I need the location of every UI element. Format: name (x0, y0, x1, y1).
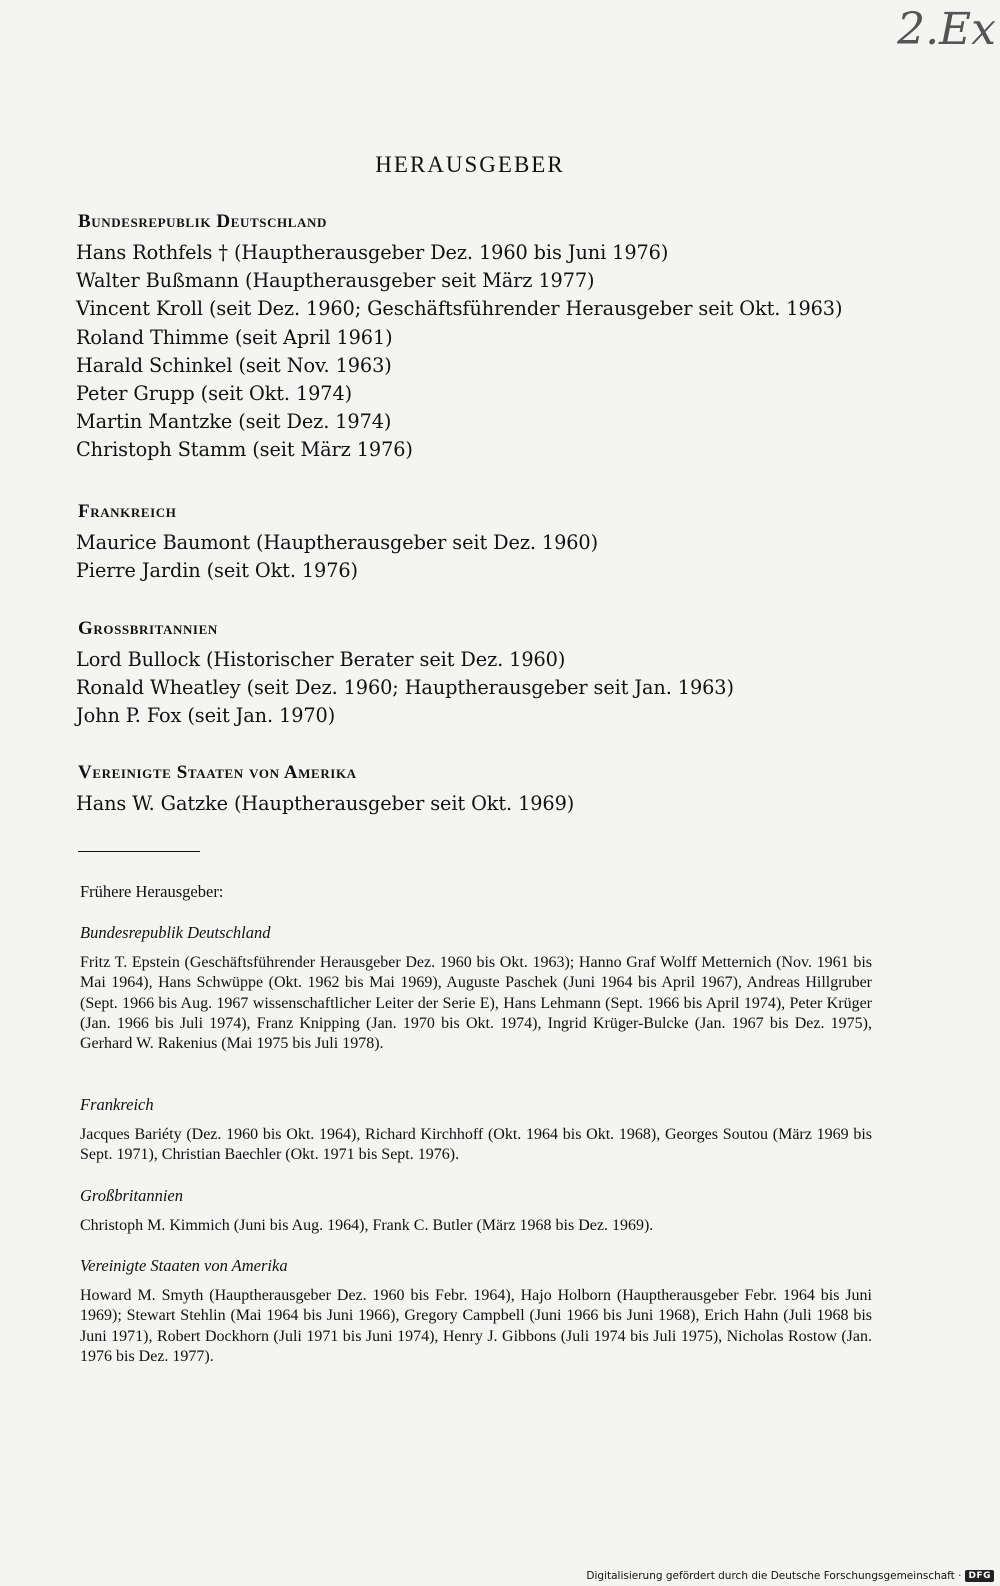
former-group-bundesrepublik (80, 923, 872, 1054)
editor-entry: John P. Fox (seit Jan. 1970) (76, 704, 336, 728)
section-usa (76, 762, 956, 818)
former-group-frankreich (80, 1095, 872, 1166)
section-frankreich (76, 501, 956, 585)
editor-entry: Maurice Baumont (Hauptherausgeber seit Dez. 1960) (76, 531, 599, 554)
former-group-text: Howard M. Smyth (Hauptherausgeber Dez. 1960 bis Febr. 1964), Hajo Holborn (Hauptherausgeber Febr. 1964 bis Juni 1969); Stewart Stehlin (Mai 1964 bis Juni 1966), Gregory Campbell (Juni 1966 bis Juni 1968), Erich Hahn (Juli 1968 bis Juni 1971), Robert Dockhorn (Juli 1971 bis Juni 1974), Henry J. Gibbons (Juli 1974 bis Juli 1975), Nicholas Rostow (Jan. 1976 bis Dez. 1977). (80, 1287, 872, 1365)
editor-entry: Peter Grupp (seit Okt. 1974) (76, 382, 353, 406)
former-group-heading: Großbritannien (80, 1186, 183, 1205)
editor-entry: Ronald Wheatley (seit Dez. 1960; Hauptherausgeber seit Jan. 1963) (76, 676, 734, 700)
editor-entry: Vincent Kroll (seit Dez. 1960; Geschäftsführender Herausgeber seit Okt. 1963) (76, 297, 843, 321)
editor-entry: Harald Schinkel (seit Nov. 1963) (76, 353, 392, 377)
section-heading: Bundesrepublik Deutschland (78, 211, 328, 232)
section-heading: Grossbritannien (78, 618, 218, 639)
page-title: HERAUSGEBER (375, 152, 565, 177)
former-group-heading: Frankreich (80, 1095, 154, 1114)
former-group-text: Jacques Bariéty (Dez. 1960 bis Okt. 1964), Richard Kirchhoff (Okt. 1964 bis Okt. 1968), Georges Soutou (März 1969 bis Sept. 1971), Christian Baechler (Okt. 1971 bis Sept. 1976). (80, 1126, 872, 1164)
handwritten-note: 2.Ex (897, 4, 996, 55)
former-group-usa (80, 1256, 872, 1367)
former-group-grossbritannien (80, 1186, 872, 1236)
editor-entry: Pierre Jardin (seit Okt. 1976) (76, 559, 358, 583)
separator-rule (78, 851, 200, 852)
former-group-text: Fritz T. Epstein (Geschäftsführender Herausgeber Dez. 1960 bis Okt. 1963); Hanno Graf Wolff Metternich (Nov. 1961 bis Mai 1964), Hans Schwüppe (Okt. 1962 bis Mai 1969), Auguste Paschek (Juni 1964 bis April 1967), Andreas Hillgruber (Sept. 1966 bis Aug. 1967 wissenschaftlicher Leiter der Serie E), Hans Lehmann (Sept. 1966 bis April 1974), Peter Krüger (Jan. 1966 bis Juli 1974), Franz Knipping (Jan. 1970 bis Okt. 1974), Ingrid Krüger-Bulcke (Jan. 1967 bis Dez. 1975), Gerhard W. Rakenius (Mai 1975 bis Juli 1978). (80, 954, 872, 1053)
editor-entry: Hans Rothfels † (Hauptherausgeber Dez. 1960 bis Juni 1976) (76, 241, 669, 264)
section-grossbritannien (76, 618, 956, 731)
former-group-text: Christoph M. Kimmich (Juni bis Aug. 1964), Frank C. Butler (März 1968 bis Dez. 1969). (80, 1217, 654, 1234)
former-group-heading: Bundesrepublik Deutschland (80, 923, 271, 942)
section-bundesrepublik (76, 211, 956, 465)
section-heading: Vereinigte Staaten von Amerika (78, 762, 357, 783)
former-editors-label: Frühere Herausgeber: (80, 882, 224, 901)
footer-credit (586, 1570, 994, 1582)
editor-entry: Hans W. Gatzke (Hauptherausgeber seit Okt. 1969) (76, 792, 575, 815)
editor-entry: Martin Mantzke (seit Dez. 1974) (76, 410, 392, 434)
editor-entry: Christoph Stamm (seit März 1976) (76, 438, 413, 462)
editor-entry: Lord Bullock (Historischer Berater seit Dez. 1960) (76, 648, 566, 671)
editor-entry: Walter Bußmann (Hauptherausgeber seit März 1977) (76, 269, 595, 293)
editor-entry: Roland Thimme (seit April 1961) (76, 325, 393, 349)
section-heading: Frankreich (78, 501, 177, 522)
footer-text: Digitalisierung gefördert durch die Deutsche Forschungsgemeinschaft · (586, 1570, 962, 1582)
former-group-heading: Vereinigte Staaten von Amerika (80, 1256, 288, 1275)
dfg-logo-icon: DFG (965, 1570, 994, 1582)
